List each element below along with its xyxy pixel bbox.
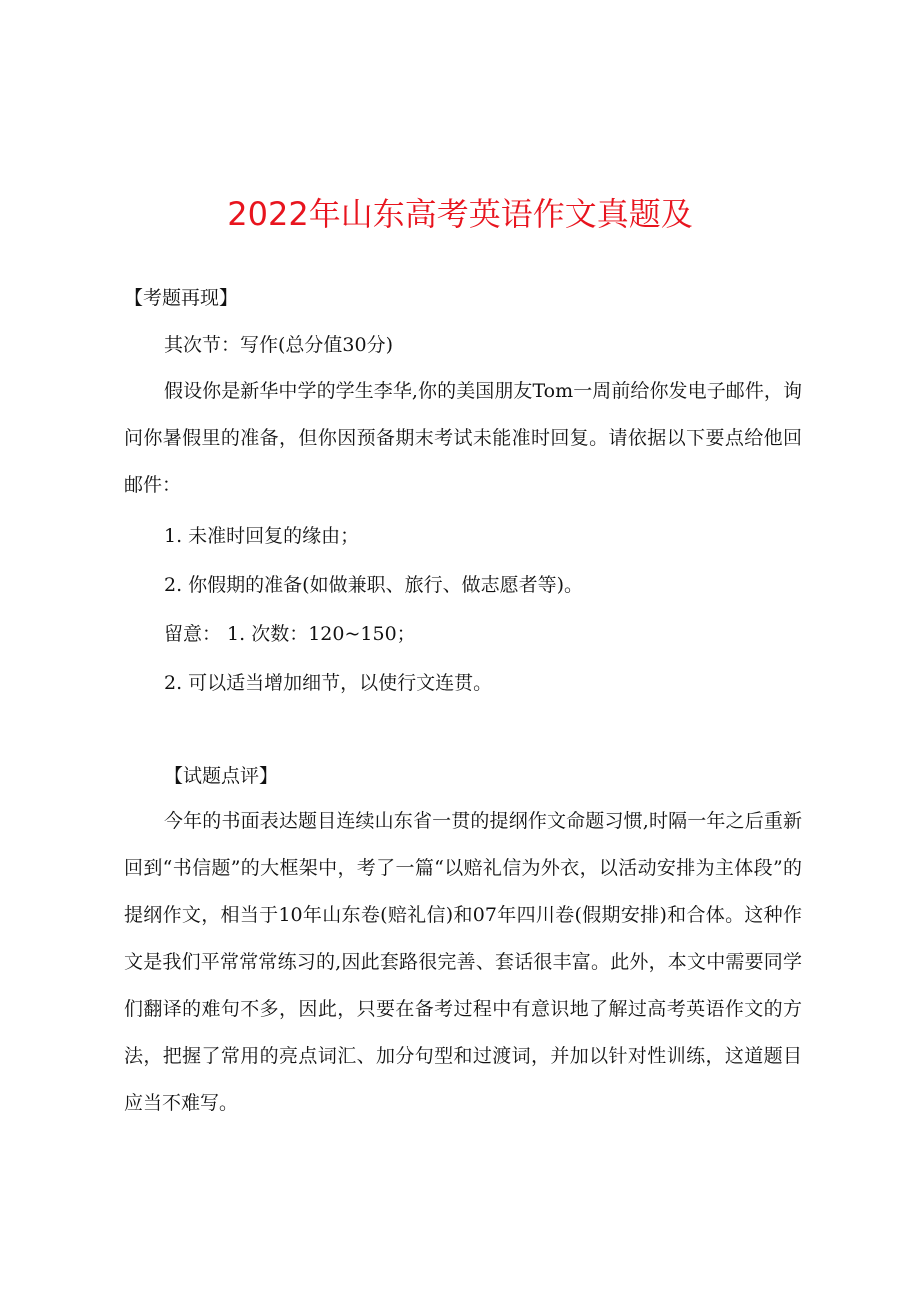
document-title: 2022年山东高考英语作文真题及 xyxy=(227,195,693,233)
requirement-point-1: 1. 未准时回复的缘由； xyxy=(164,525,360,547)
part-title: 其次节：写作(总分值30分) xyxy=(164,334,394,356)
note-line-2: 2. 可以适当增加细节，以使行文连贯。 xyxy=(164,672,493,694)
requirement-point-2: 2. 你假期的准备(如做兼职、旅行、做志愿者等)。 xyxy=(164,574,583,596)
note-line-1: 留意： 1. 次数：120~150； xyxy=(164,623,416,645)
section-heading-review: 【试题点评】 xyxy=(164,765,279,787)
prompt-paragraph: 假设你是新华中学的学生李华,你的美国朋友Tom一周前给你发电子邮件，询问你暑假里的准备，但你因预备期末考试未能准时回复。请依据以下要点给他回邮件： xyxy=(124,380,802,496)
section-heading-exam: 【考题再现】 xyxy=(124,287,239,309)
review-paragraph: 今年的书面表达题目连续山东省一贯的提纲作文命题习惯,时隔一年之后重新回到“书信题”的大框架中，考了一篇“以赔礼信为外衣，以活动安排为主体段”的提纲作文，相当于10年山东卷(赔礼信)和07年四川卷(假期安排)和合体。这种作文是我们平常常常练习的,因此套路很完善、套话很丰富。此外，本文中需要同学们翻译的难句不多，因此，只要在备考过程中有意识地了解过高考英语作文的方法，把握了常用的亮点词汇、加分句型和过渡词，并加以针对性训练，这道题目应当不难写。 xyxy=(124,810,802,1114)
